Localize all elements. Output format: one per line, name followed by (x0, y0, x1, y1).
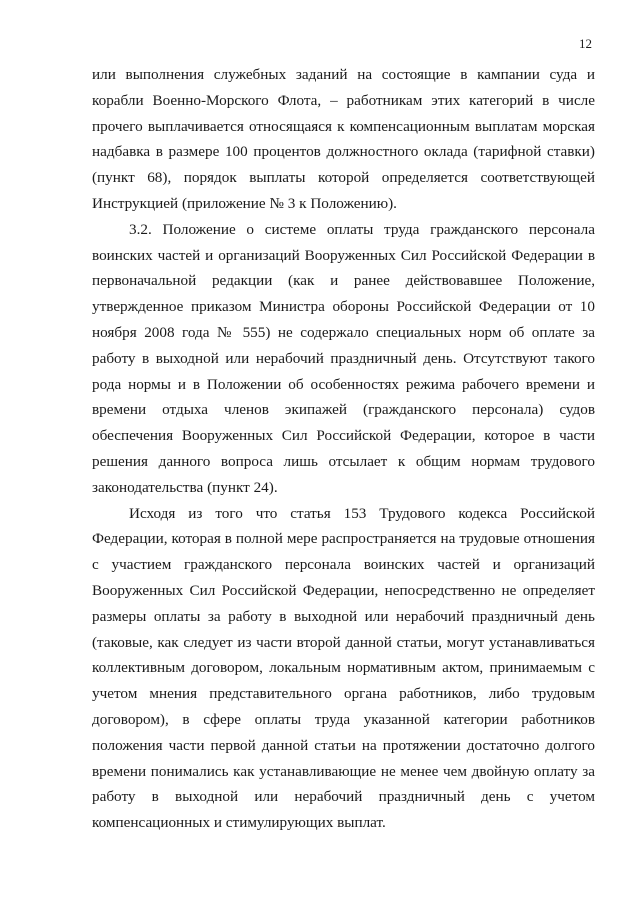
paragraph-article-153: Исходя из того что статья 153 Трудового кодекса Российской Федерации, которая в полной мере распространяется на трудовые отношения с участием гражданского персонала воинских частей и организаций Вооруженных Сил Российской Федерации, непосредственно не определяет размеры оплаты за работу в выходной или нерабочий праздничный день (таковые, как следует из части второй данной статьи, могут устанавливаться коллективным договором, локальным нормативным актом, принимаемым с учетом мнения представительного органа работников, либо трудовым договором), в сфере оплаты труда указанной категории работников положения части первой данной статьи на протяжении достаточно долгого времени понимались как устанавливающие не менее чем двойную оплату за работу в выходной или нерабочий праздничный день с учетом компенсационных и стимулирующих выплат. (92, 504, 595, 832)
paragraph-continuation: или выполнения служебных заданий на состоящие в кампании суда и корабли Военно-Морского Флота, – работникам этих категорий в числе прочего выплачивается относящаяся к компенсационным выплатам морская надбавка в размере 100 процентов должностного оклада (тарифной ставки) (пункт 68), порядок выплаты которой определяется соответствующей Инструкцией (приложение № 3 к Положению). (92, 66, 595, 212)
page-number: 12 (579, 36, 592, 51)
paragraph-section-3-2: 3.2. Положение о системе оплаты труда гражданского персонала воинских частей и организаций Вооруженных Сил Российской Федерации в первоначальной редакции (как и ранее действовавшее Положение, утвержденное приказом Министра обороны Российской Федерации от 10 ноября 2008 года № 555) не содержало специальных норм об оплате за работу в выходной или нерабочий праздничный день. Отсутствуют такого рода нормы и в Положении об особенностях режима рабочего времени и времени отдыха членов экипажей (гражданского персонала) судов обеспечения Вооруженных Сил Российской Федерации, которое в части решения данного вопроса лишь отсылает к общим нормам трудового законодательства (пункт 24). (92, 220, 595, 496)
document-body (92, 62, 595, 836)
